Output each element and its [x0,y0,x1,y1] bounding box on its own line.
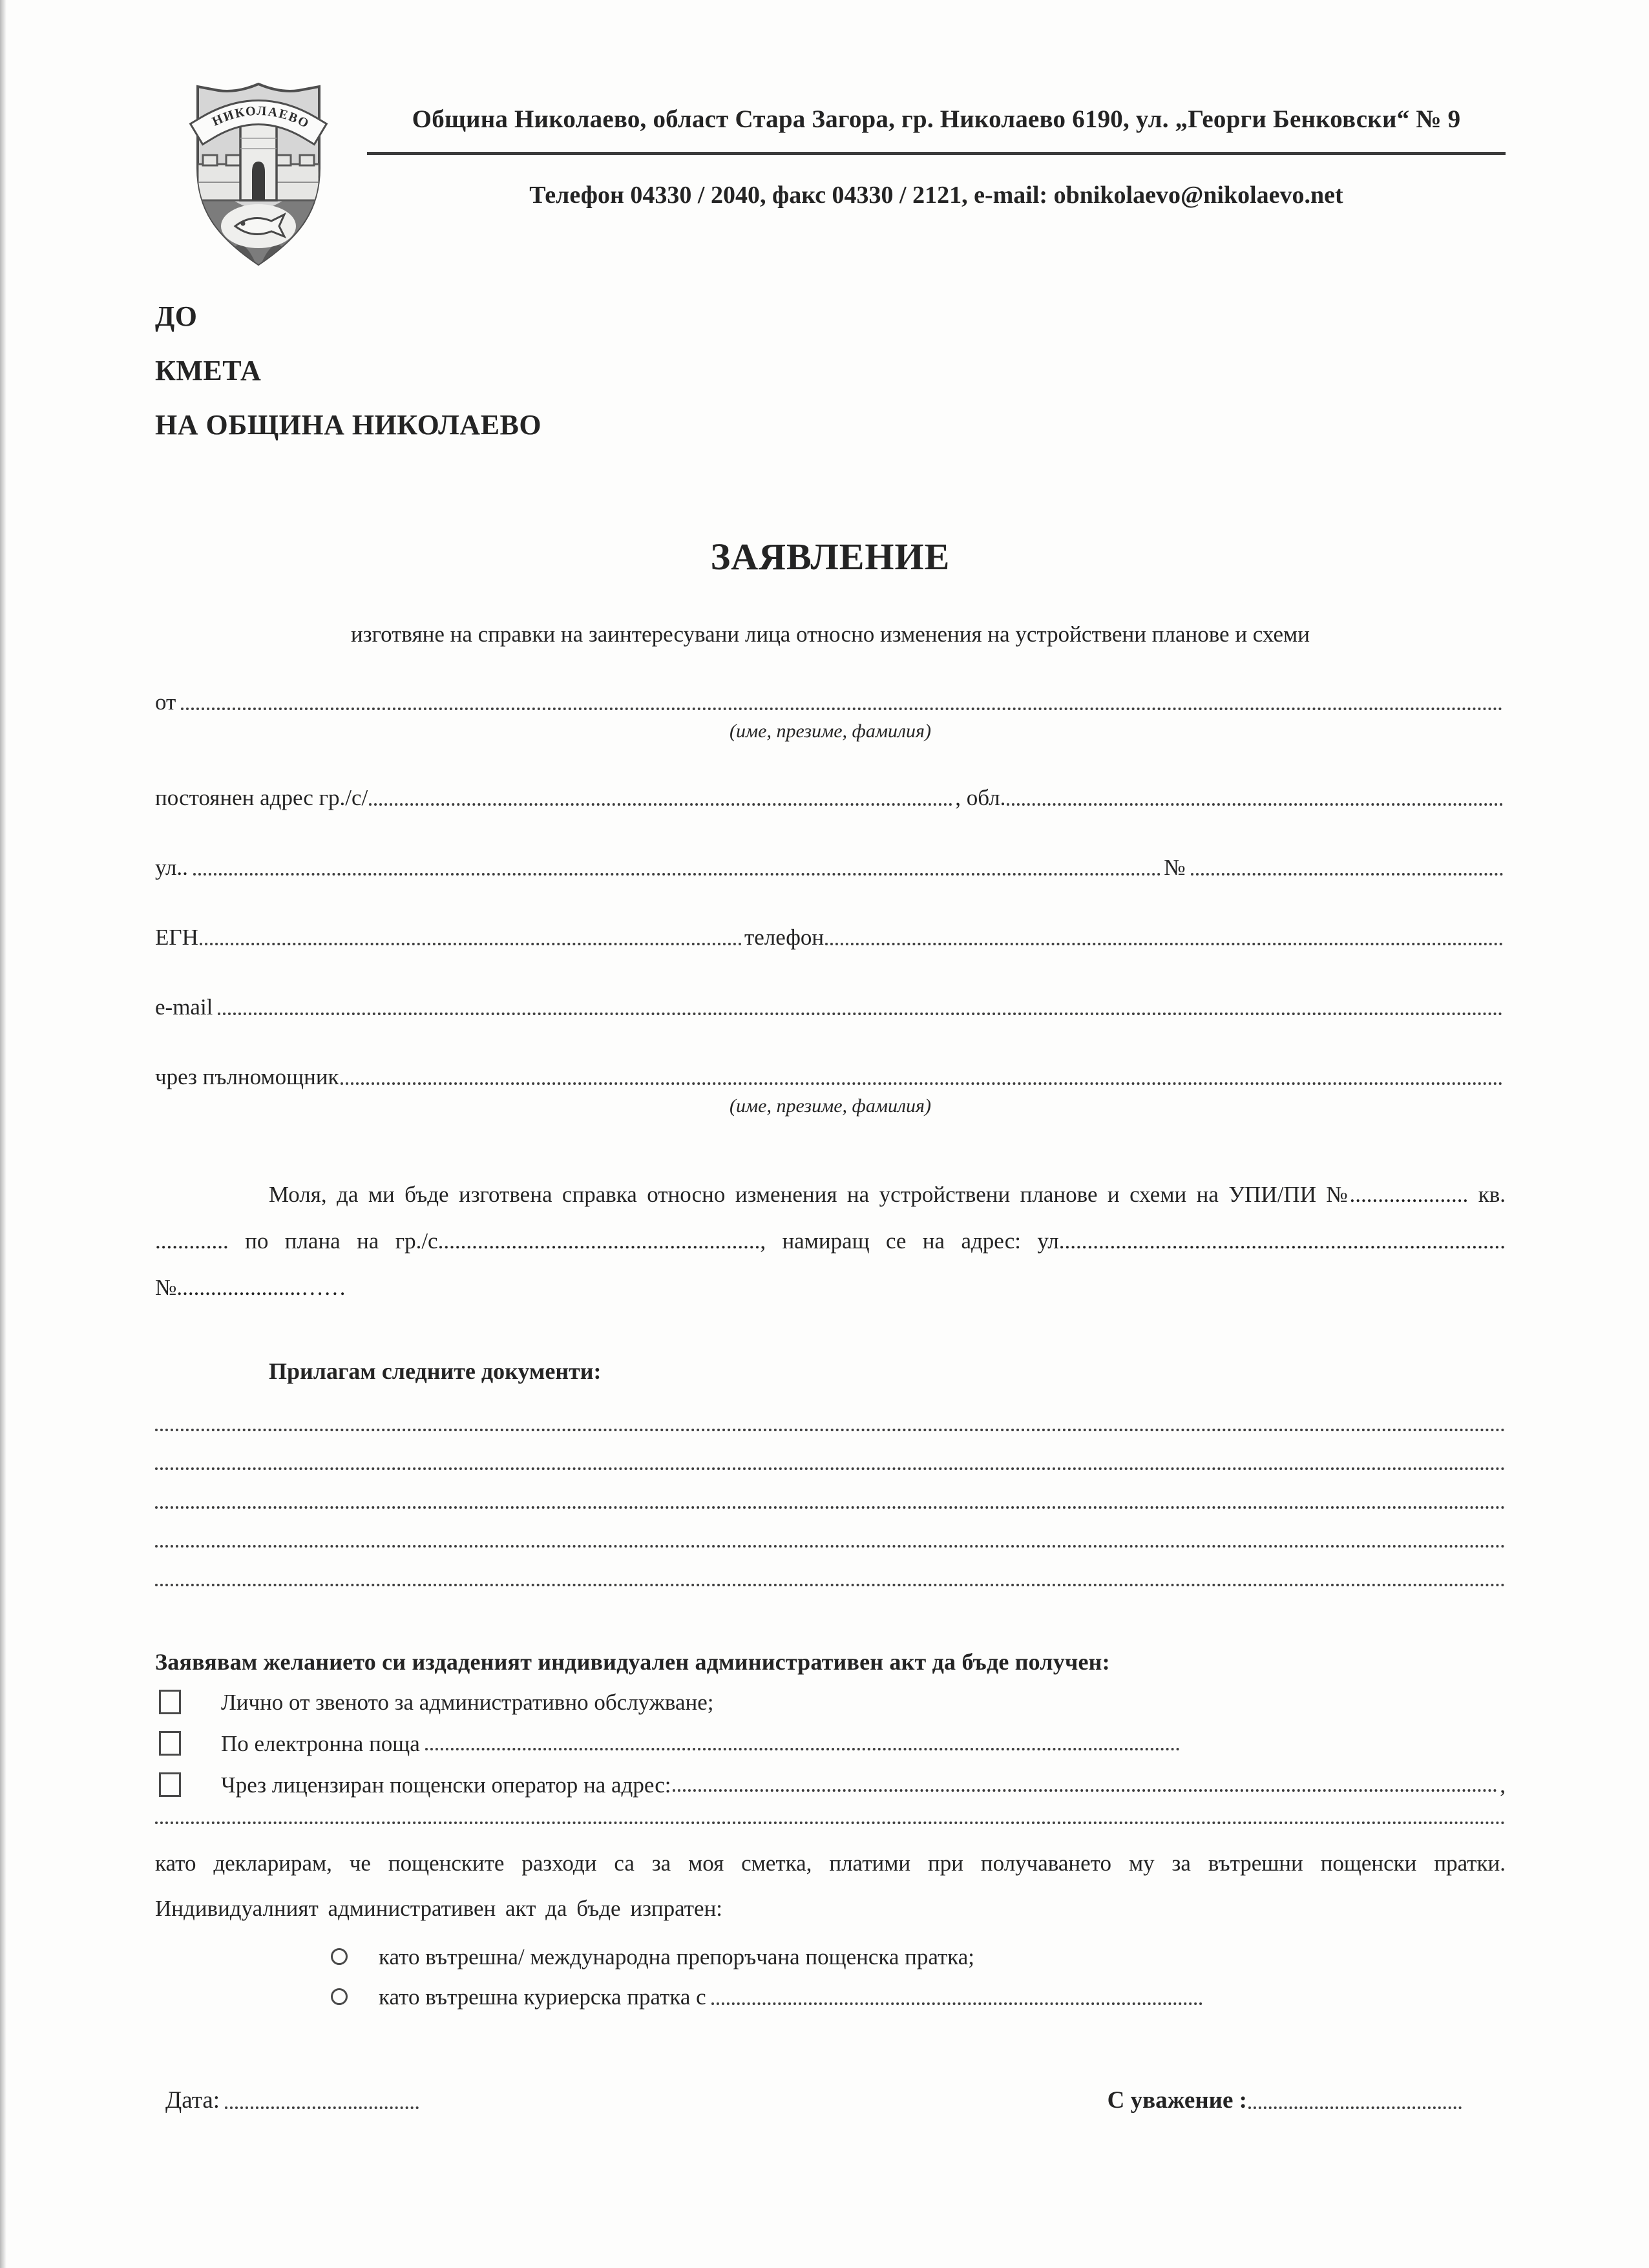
regards-label: С уважение : [1107,2087,1247,2114]
checkbox-in-person[interactable] [159,1690,181,1714]
checkbox-email[interactable] [159,1731,181,1756]
document-blank-line[interactable] [155,1506,1506,1509]
document-blank-line[interactable] [155,1584,1506,1586]
document-blank-line[interactable] [155,1467,1506,1470]
street-label: ул.. [155,855,188,880]
delivery-heading: Заявявам желанието си издаденият индивидуален административен акт да бъде получен: [155,1649,1110,1675]
page-title: ЗАЯВЛЕНИЕ [710,536,951,578]
municipality-address-line: Община Николаево, област Стара Загора, гр. Николаево 6190, ул. „Георги Бенковски“ № 9 [412,105,1461,133]
header-divider [367,152,1506,155]
date-blank[interactable] [225,2106,419,2109]
letterhead [155,76,1506,271]
name-hint: (име, презиме, фамилия) [730,720,931,742]
document-blank-line[interactable] [155,1545,1506,1548]
documents-heading: Прилагам следните документи: [269,1358,602,1384]
delivery-address-blank[interactable] [673,1789,1498,1792]
applicant-name-row [155,689,1506,717]
date-group [165,2086,421,2116]
phone-blank[interactable] [825,943,1503,945]
addressee-line: НА ОБЩИНА НИКОЛАЕВО [155,409,542,441]
municipality-contact-line: Телефон 04330 / 2040, факс 04330 / 2121, e-mail: obnikolaevo@nikolaevo.net [529,182,1343,209]
addressee-line: КМЕТА [155,355,262,386]
egn-label: ЕГН [155,925,198,950]
addressee-block [155,289,1506,452]
page-subtitle: изготвяне на справки на заинтересувани лица относно изменения на устройствени планове и схеми [351,622,1310,647]
checkbox-postal-operator[interactable] [159,1772,181,1797]
applicant-fields [155,689,1506,1117]
phone-label: телефон [744,925,824,950]
street-number-label: № [1164,855,1186,880]
street-number-blank[interactable] [1191,873,1503,876]
delivery-option-label: Лично от звеното за административно обслужване; [221,1690,714,1715]
proxy-row [155,1064,1506,1091]
proxy-label: чрез пълномощник [155,1064,339,1089]
letterhead-text [367,76,1506,209]
radio-courier[interactable] [331,1988,348,2005]
street-blank[interactable] [193,873,1161,876]
signature-blank[interactable] [1248,2106,1462,2109]
delivery-option-label: Чрез лицензиран пощенски оператор на адрес: [221,1772,671,1798]
delivery-option-email [155,1731,1506,1758]
delivery-address-continuation-blank[interactable] [155,1822,1506,1824]
from-label: от [155,689,176,715]
proxy-name-hint: (име, презиме, фамилия) [730,1095,931,1117]
delivery-option-suffix: , [1500,1772,1506,1798]
delivery-option-postal [155,1772,1506,1800]
logo-banner-text: НИКОЛАЕВО [210,103,312,132]
email-row [155,994,1506,1022]
postal-option-registered [155,1944,1506,1971]
delivery-option-label: По електронна поща [221,1731,420,1756]
delivery-option-in-person [155,1690,1506,1717]
email-blank[interactable] [218,1013,1503,1015]
postal-declaration: като декларирам, че пощенските разходи са за моя сметка, платими при получаването му за вътрешни пощенски пратки. Индивидуалният административен акт да бъде изпратен: [155,1851,1506,1921]
oblast-label: , обл. [955,785,1006,810]
regards-group [1108,2086,1464,2116]
delivery-email-blank[interactable] [425,1748,1180,1750]
request-paragraph: Моля, да ми бъде изготвена справка относно изменения на устройствени планове и схеми на УПИ/ПИ №..................... кв. ............. по плана на гр./с........................................................., намиращ се на адрес: ул...............................................................................№......................…… [155,1182,1506,1300]
city-blank[interactable] [369,803,952,806]
egn-phone-row [155,925,1506,952]
courier-name-blank[interactable] [711,2002,1203,2005]
oblast-blank[interactable] [1007,803,1503,806]
municipality-coat-of-arms [180,76,337,271]
date-label: Дата: [165,2087,220,2114]
applicant-name-blank[interactable] [181,708,1503,710]
coat-of-arms-icon [180,76,337,271]
postal-option-courier [155,1984,1506,2011]
street-row [155,855,1506,882]
proxy-name-blank[interactable] [341,1082,1503,1085]
radio-registered-mail[interactable] [331,1948,348,1965]
document-blank-line[interactable] [155,1429,1506,1431]
postal-option-label: като вътрешна/ международна препоръчана пощенска пратка; [379,1944,975,1969]
permanent-address-row [155,785,1506,812]
postal-option-label: като вътрешна куриерска пратка с [379,1984,706,2010]
addressee-line: ДО [155,300,198,332]
egn-blank[interactable] [200,943,742,945]
signature-footer [155,2086,1506,2116]
email-label: e-mail [155,994,213,1020]
permanent-address-label: постоянен адрес гр./с/ [155,785,368,810]
